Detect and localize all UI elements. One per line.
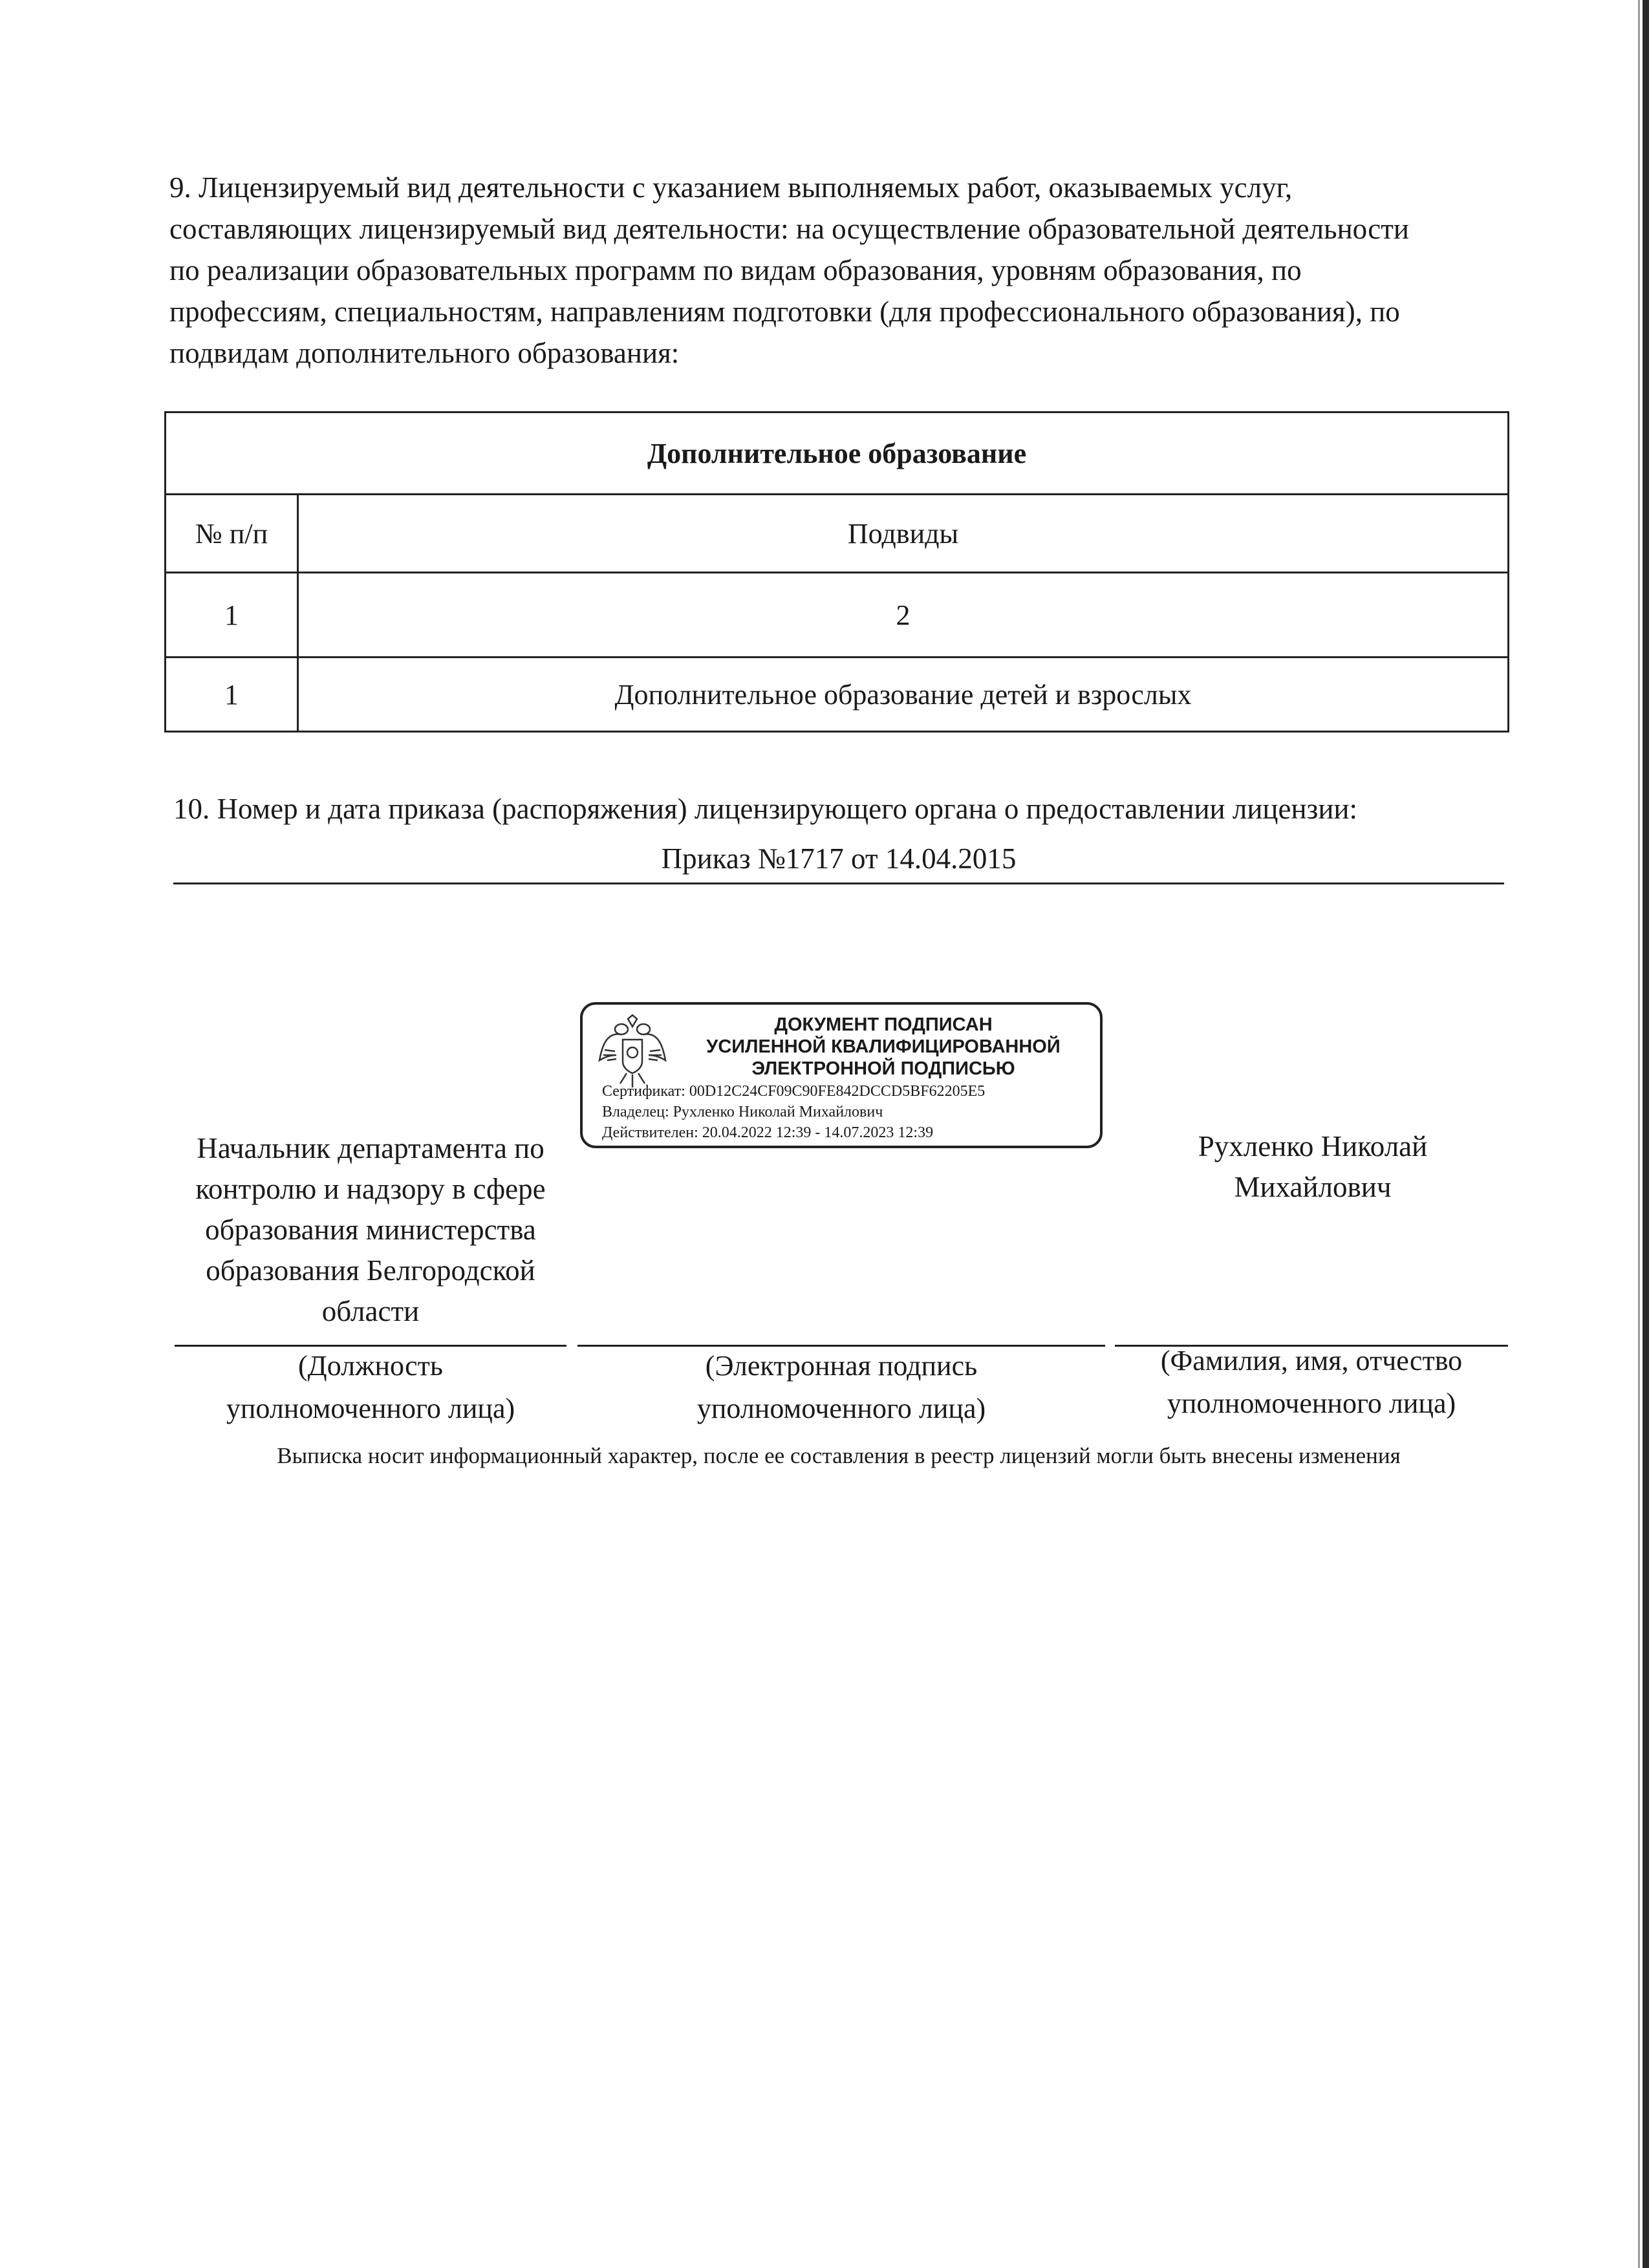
column-header-number: № п/п: [166, 495, 298, 573]
table-row: [166, 658, 1509, 732]
caption-line: уполномоченного лица): [226, 1393, 515, 1424]
stamp-certificate: Сертификат: 00D12C24CF09C90FE842DCCD5BF62205E5: [602, 1083, 986, 1100]
caption-position: [175, 1345, 566, 1430]
stamp-owner: Владелец: Рухленко Николай Михайлович: [602, 1104, 883, 1120]
stamp-validity: Действителен: 20.04.2022 12:39 - 14.07.2023 12:39: [602, 1124, 934, 1141]
caption-line: (Должность: [298, 1350, 443, 1382]
stamp-title-line: ЭЛЕКТРОННОЙ ПОДПИСЬЮ: [751, 1058, 1015, 1079]
section-9-line: профессиям, специальностям, направлениям подготовки (для профессионального образования), по: [169, 295, 1400, 328]
electronic-signature-stamp: [580, 1002, 1103, 1148]
order-number: Приказ №1717 от 14.04.2015: [661, 842, 1017, 875]
section-9-line: по реализации образовательных программ по видам образования, уровням образования, по: [169, 254, 1302, 286]
section-9-line: 9. Лицензируемый вид деятельности с указанием выполняемых работ, оказываемых услуг,: [169, 171, 1293, 204]
order-underline: [173, 883, 1504, 884]
scan-edge-line: [1638, 0, 1640, 2268]
section-9-line: составляющих лицензируемый вид деятельности: на осуществление образовательной деятельности: [169, 213, 1410, 245]
position-line: образования министерства: [205, 1214, 536, 1246]
caption-line: (Электронная подпись: [705, 1350, 978, 1382]
caption-signature: [577, 1345, 1105, 1430]
section-9-line: подвидам дополнительного образования:: [169, 337, 680, 369]
section-10-label: 10. Номер и дата приказа (распоряжения) лицензирующего органа о предоставлении лицензии:: [173, 793, 1358, 825]
scan-edge: [1643, 0, 1649, 2268]
footer-note: Выписка носит информационный характер, после ее составления в реестр лицензий могли быть внесены изменения: [277, 1443, 1401, 1468]
name-line: Михайлович: [1234, 1171, 1392, 1203]
table-header-row: [166, 495, 1509, 573]
coat-of-arms-emblem-icon: [597, 1014, 668, 1091]
caption-name: [1115, 1340, 1508, 1425]
stamp-title-line: УСИЛЕННОЙ КВАЛИФИЦИРОВАННОЙ: [706, 1036, 1061, 1057]
position-line: области: [321, 1295, 420, 1327]
education-subtypes-table: [164, 411, 1509, 733]
caption-line: уполномоченного лица): [696, 1393, 986, 1424]
section-9-text: [169, 167, 1495, 374]
row-number-cell: 1: [166, 658, 298, 732]
position-line: контролю и надзору в сфере: [195, 1173, 546, 1205]
official-name: [1112, 1126, 1513, 1208]
stamp-title-line: ДОКУМЕНТ ПОДПИСАН: [774, 1014, 993, 1035]
table-index-row: [166, 573, 1509, 658]
index-cell: 1: [166, 573, 298, 658]
caption-line: уполномоченного лица): [1167, 1387, 1456, 1419]
position-line: Начальник департамента по: [197, 1132, 544, 1164]
stamp-details: [602, 1081, 985, 1143]
name-line: Рухленко Николай: [1198, 1130, 1428, 1162]
row-subtype-cell: Дополнительное образование детей и взрослых: [298, 658, 1509, 732]
column-header-subtypes: Подвиды: [298, 495, 1509, 573]
table-title: Дополнительное образование: [166, 412, 1509, 495]
stamp-title: [673, 1014, 1094, 1080]
position-line: образования Белгородской: [206, 1254, 535, 1287]
official-position: [173, 1128, 568, 1332]
index-cell: 2: [298, 573, 1509, 658]
caption-line: (Фамилия, имя, отчество: [1160, 1345, 1463, 1376]
